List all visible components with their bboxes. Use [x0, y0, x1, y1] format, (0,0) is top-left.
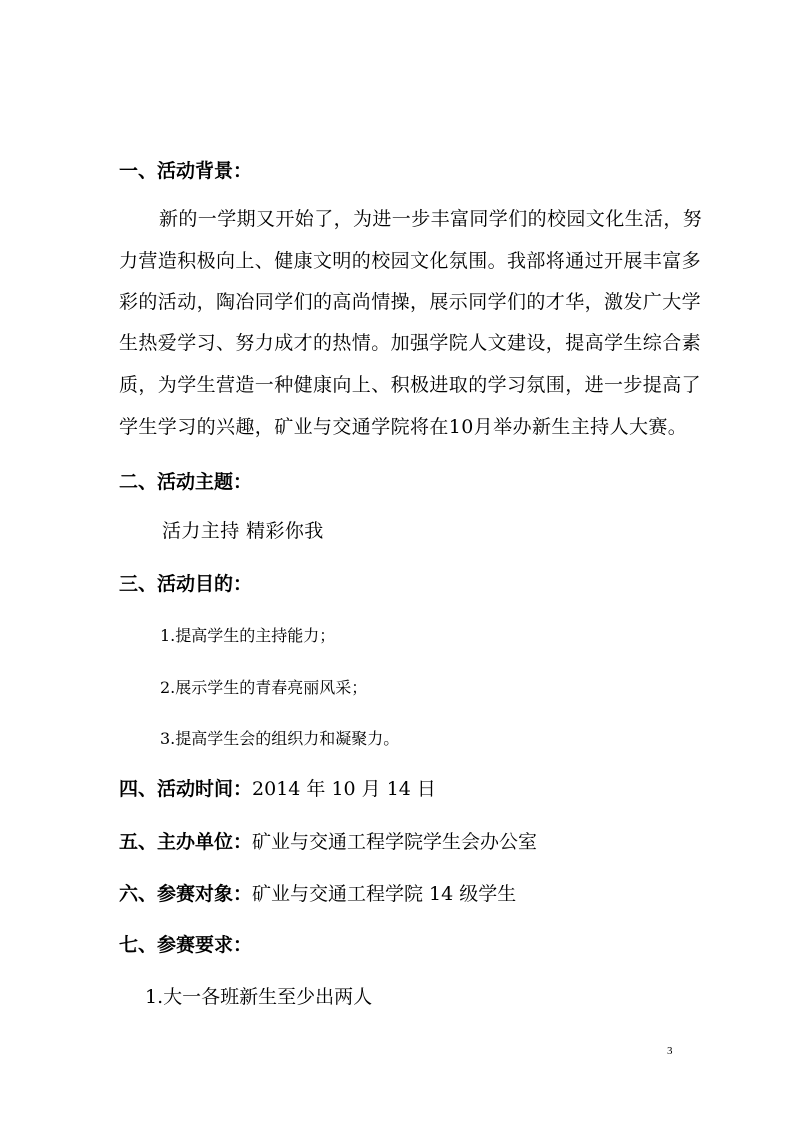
section-heading-theme: 二、活动主题： — [119, 471, 253, 493]
purpose-item-3: 3.提高学生会的组织力和凝聚力。 — [160, 729, 400, 748]
background-line-5: 质，为学生营造一种健康向上、积极进取的学习氛围，进一步提高了 — [119, 374, 702, 396]
section-heading-requirements: 七、参赛要求： — [119, 934, 253, 956]
organizer-value: 矿业与交通工程学院学生会办公室 — [252, 831, 538, 853]
section-heading-organizer: 五、主办单位： — [119, 831, 253, 853]
background-line-2: 力营造积极向上、健康文明的校园文化氛围。我部将通过开展丰富多 — [119, 250, 702, 272]
background-line-6: 学生学习的兴趣，矿业与交通学院将在10月举办新生主持人大赛。 — [119, 416, 688, 438]
section-participants — [119, 885, 516, 904]
requirements-item-1: 1.大一各班新生至少出两人 — [145, 986, 373, 1008]
section-heading-time: 四、活动时间： — [119, 778, 253, 800]
section-heading-background: 一、活动背景： — [119, 160, 253, 182]
theme-text: 活力主持 精彩你我 — [162, 520, 324, 542]
page-number: 3 — [667, 1045, 673, 1057]
section-heading-purpose: 三、活动目的： — [119, 573, 253, 595]
participants-value: 矿业与交通工程学院 14 级学生 — [252, 883, 517, 905]
section-organizer — [119, 833, 537, 852]
time-value: 2014 年 10 月 14 日 — [252, 778, 436, 800]
background-line-4: 生热爱学习、努力成才的热情。加强学院人文建设，提高学生综合素 — [119, 332, 702, 354]
background-line-1: 新的一学期又开始了，为进一步丰富同学们的校园文化生活，努 — [159, 208, 703, 230]
background-line-3: 彩的活动，陶冶同学们的高尚情操，展示同学们的才华，激发广大学 — [119, 291, 702, 313]
purpose-item-1: 1.提高学生的主持能力； — [160, 626, 336, 645]
section-heading-participants: 六、参赛对象： — [119, 883, 253, 905]
purpose-item-2: 2.展示学生的青春亮丽风采； — [160, 678, 368, 697]
section-time — [119, 780, 436, 799]
